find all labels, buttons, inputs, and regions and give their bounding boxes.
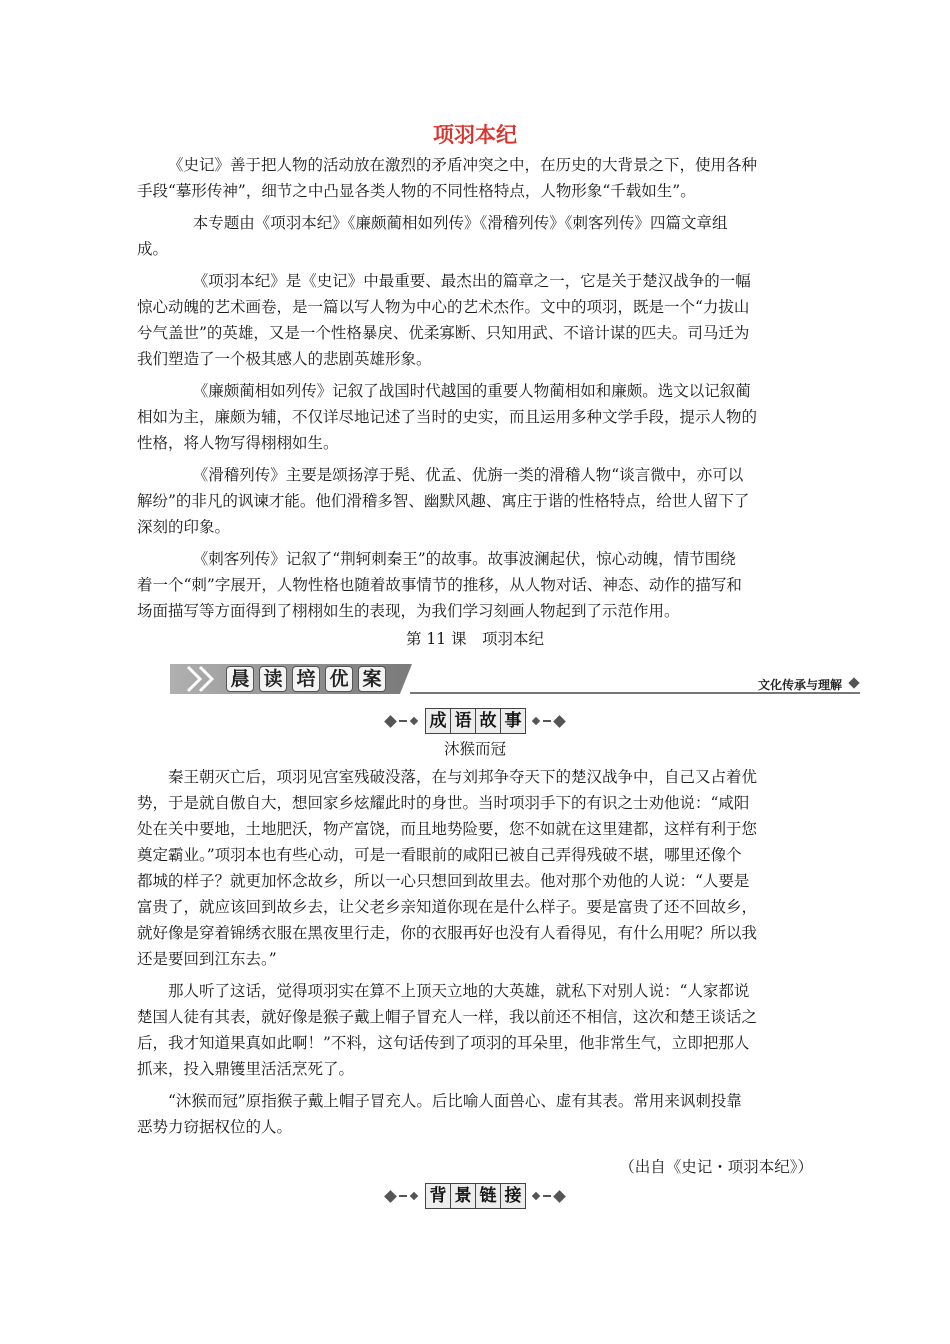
heading-ornament-left (386, 1192, 417, 1201)
dash-icon (543, 720, 551, 722)
heading-chips (425, 1183, 525, 1209)
dash-icon (543, 1195, 551, 1197)
text-line: 后，我才知道果真如此啊！”不料，这句话传到了项羽的耳朵里，他非常生气，立即把那人 (137, 1034, 750, 1052)
text-line: 着一个“刺”字展开，人物性格也随着故事情节的推移，从人物对话、神态、动作的描写和 (137, 576, 742, 594)
heading-char: 接 (500, 1183, 526, 1209)
text-line: 奠定霸业。”项羽本也有些心动，可是一看眼前的咸阳已被自己弄得残破不堪，哪里还像个 (137, 846, 742, 864)
dash-icon (399, 1195, 407, 1197)
diamond-icon (384, 715, 397, 728)
banner-char: 晨 (226, 666, 254, 692)
heading-ornament-right (533, 717, 564, 726)
banner-char: 案 (358, 666, 386, 692)
chevron-double-icon (184, 665, 228, 693)
page-title: 项羽本纪 (433, 123, 517, 147)
text-line: 兮气盖世”的英雄，又是一个性格暴戾、优柔寡断、只知用武、不谙计谋的匹夫。司马迁为 (137, 324, 750, 342)
banner-char: 优 (325, 666, 353, 692)
diamond-icon (384, 1190, 397, 1203)
dash-icon (399, 720, 407, 722)
banner-label (226, 667, 408, 691)
heading-char: 语 (450, 708, 476, 734)
story-paragraph-1 (137, 764, 814, 972)
heading-char: 链 (475, 1183, 501, 1209)
diamond-icon (848, 677, 859, 688)
intro-paragraph (137, 152, 814, 204)
text-line: 还是要回到江东去。” (137, 950, 277, 968)
text-line: 楚国人徒有其表，就好像是猴子戴上帽子冒充人一样，我以前还不相信，这次和楚王谈话之 (137, 1008, 758, 1026)
text-line: 相如为主，廉颇为辅，不仅详尽地记述了当时的史实，而且运用多种文学手段，提示人物的 (137, 408, 758, 426)
heading-ornament-left (386, 717, 417, 726)
intro-block (137, 152, 814, 204)
banner-char: 读 (259, 666, 287, 692)
text-line: 秦王朝灭亡后，项羽见宫室残破没落，在与刘邦争夺天下的楚汉战争中，自己又占着优 (168, 768, 758, 786)
heading-char: 成 (425, 708, 451, 734)
text-line: 富贵了，就应该回到故乡去，让父老乡亲知道你现在是什么样子。要是富贵了还不回故乡， (137, 898, 758, 916)
text-line: 成。 (137, 240, 169, 258)
text-line: 抓来，投入鼎镬里活活烹死了。 (137, 1060, 355, 1078)
overview-paragraph-5 (137, 546, 814, 624)
banner-right-label: 文化传承与理解 (757, 678, 842, 692)
overview-paragraph-4 (137, 462, 814, 540)
text-line: 《史记》善于把人物的活动放在激烈的矛盾冲突之中，在历史的大背景之下，使用各种 (168, 156, 758, 174)
text-line: 深刻的印象。 (137, 518, 231, 536)
heading-char: 事 (500, 708, 526, 734)
lesson-heading: 第 11 课 项羽本纪 (405, 630, 545, 648)
diamond-icon (410, 717, 418, 725)
section-banner (170, 664, 860, 698)
diamond-icon (532, 1192, 540, 1200)
source-citation: （出自《史记・项羽本纪》） (619, 1158, 813, 1176)
text-line: 都城的样子？就更加怀念故乡，所以一心只想回到故里去。他对那个劝他的人说：“人要是 (137, 872, 750, 890)
text-line: 我们塑造了一个极其感人的悲剧英雄形象。 (137, 350, 432, 368)
overview-paragraph-2 (137, 268, 814, 372)
text-line: 性格，将人物写得栩栩如生。 (137, 434, 339, 452)
diamond-icon (410, 1192, 418, 1200)
text-line: “沐猴而冠”原指猴子戴上帽子冒充人。后比喻人面兽心、虚有其表。常用来讽刺投靠 (168, 1092, 742, 1110)
text-line: 势，于是就自傲自大，想回家乡炫耀此时的身世。当时项羽手下的有识之士劝他说：“咸阳 (137, 794, 750, 812)
text-line: 手段“摹形传神”，细节之中凸显各类人物的不同性格特点，人物形象“千载如生”。 (137, 182, 696, 200)
story-block (137, 764, 814, 1140)
overview-paragraph-1 (137, 210, 814, 262)
heading-char: 背 (425, 1183, 451, 1209)
text-line: 惊心动魄的艺术画卷，是一篇以写人物为中心的艺术杰作。文中的项羽，既是一个“力拔山 (137, 298, 750, 316)
text-line: 《项羽本纪》是《史记》中最重要、最杰出的篇章之一，它是关于楚汉战争的一幅 (192, 272, 751, 290)
story-title: 沐猴而冠 (443, 740, 506, 758)
heading-char: 景 (450, 1183, 476, 1209)
text-line: 处在关中要地，土地肥沃，物产富饶，而且地势险要，您不如就在这里建都，这样有利于您 (137, 820, 758, 838)
diamond-icon (532, 717, 540, 725)
text-line: 本专题由《项羽本纪》《廉颇蔺相如列传》《滑稽列传》《刺客列传》四篇文章组 (192, 214, 728, 232)
text-line: 恶势力窃据权位的人。 (137, 1118, 293, 1136)
text-line: 场面描写等方面得到了栩栩如生的表现，为我们学习刻画人物起到了示范作用。 (137, 602, 680, 620)
overview-block (137, 210, 814, 624)
diamond-icon (553, 1190, 566, 1203)
heading-ornament-right (533, 1192, 564, 1201)
story-paragraph-2 (137, 978, 814, 1082)
heading-chips (425, 708, 525, 734)
text-line: 就好像是穿着锦绣衣服在黑夜里行走，你的衣服再好也没有人看得见，有什么用呢？所以我 (137, 924, 758, 942)
diamond-icon (553, 715, 566, 728)
heading-char: 故 (475, 708, 501, 734)
text-line: 解纷”的非凡的讽谏才能。他们滑稽多智、幽默风趣、寓庄于谐的性格特点，给世人留下了 (137, 492, 750, 510)
text-line: 那人听了这话，觉得项羽实在算不上顶天立地的大英雄，就私下对别人说：“人家都说 (168, 982, 750, 1000)
story-paragraph-3 (137, 1088, 814, 1140)
text-line: 《滑稽列传》主要是颂扬淳于髡、优孟、优旃一类的滑稽人物“谈言微中，亦可以 (192, 466, 744, 484)
overview-paragraph-3 (137, 378, 814, 456)
text-line: 《廉颇蔺相如列传》记叙了战国时代越国的重要人物蔺相如和廉颇。选文以记叙蔺 (192, 382, 751, 400)
idiom-section-heading (0, 707, 950, 735)
banner-char: 培 (292, 666, 320, 692)
text-line: 《刺客列传》记叙了“荆轲刺秦王”的故事。故事波澜起伏，惊心动魄，情节围绕 (192, 550, 736, 568)
background-section-heading (0, 1182, 950, 1210)
